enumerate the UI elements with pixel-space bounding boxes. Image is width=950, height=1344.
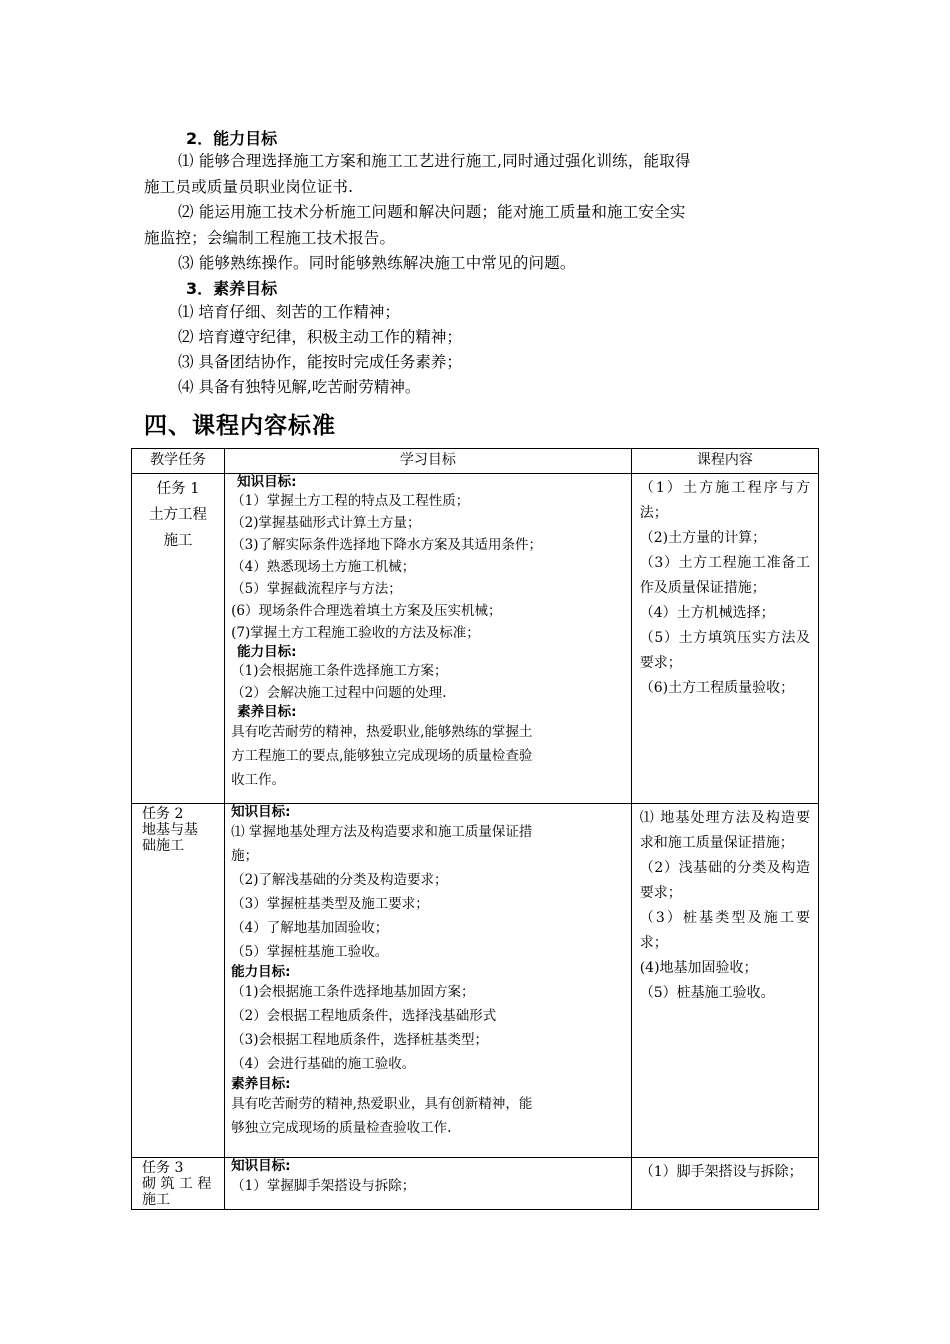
list-item: 够独立完成现场的质量检查验收工作.	[231, 1120, 452, 1136]
content-cell	[631, 804, 818, 1158]
list-item: （4）熟悉现场土方施工机械；	[231, 559, 416, 575]
quality-item-2: ⑵ 培育遵守纪律，积极主动工作的精神；	[178, 328, 462, 346]
list-item: （3)了解实际条件选择地下降水方案及其适用条件；	[231, 537, 542, 553]
ability-item-2-line-1: ⑵ 能运用施工技术分析施工问题和解决问题；能对施工质量和施工安全实	[178, 203, 686, 221]
task-number: 任务 1	[156, 481, 200, 497]
list-item: （3)会根据工程地质条件，选择桩基类型；	[231, 1032, 488, 1048]
content-cell	[631, 474, 818, 804]
ability-goals-heading: 能力目标:	[231, 964, 291, 980]
list-item: （4）了解地基加固验收；	[231, 920, 389, 936]
list-item: 具有吃苦耐劳的精神,热爱职业，具有创新精神，能	[231, 1096, 533, 1112]
list-item: （2）会解决施工过程中问题的处理.	[231, 685, 447, 701]
list-item: （3）桩基类型及施工要求；	[639, 910, 810, 951]
task-cell	[132, 804, 225, 1158]
course-content-table	[131, 448, 819, 1210]
content-cell	[631, 1158, 818, 1210]
list-item: （2)了解浅基础的分类及构造要求；	[231, 872, 448, 888]
list-item: （2)土方量的计算；	[639, 530, 767, 546]
task-name: 土方工程	[149, 507, 208, 523]
table-row	[132, 804, 819, 1158]
ability-goals-heading: 能力目标:	[237, 644, 297, 660]
list-item: ⑴ 掌握地基处理方法及构造要求和施工质量保证措	[231, 824, 533, 840]
list-item: 施；	[231, 848, 259, 864]
quality-item-4: ⑷ 具备有独特见解,吃苦耐劳精神。	[178, 378, 421, 396]
table-row	[132, 1158, 819, 1210]
list-item: （5）土方填筑压实方法及要求；	[639, 630, 810, 671]
list-item: (7)掌握土方工程施工验收的方法及标准；	[231, 625, 480, 641]
table-row	[132, 474, 819, 804]
quality-item-3: ⑶ 具备团结协作，能按时完成任务素养；	[178, 353, 462, 371]
ability-item-1	[144, 148, 812, 200]
list-item: （6)土方工程质量验收；	[639, 680, 795, 696]
list-item: 具有吃苦耐劳的精神，热爱职业,能够熟练的掌握土	[231, 724, 533, 740]
ability-item-1-line-2: 施工员或质量员职业岗位证书.	[144, 178, 354, 196]
ability-item-3-line-1: ⑶ 能够熟练操作。同时能够熟练解决施工中常见的问题。	[178, 254, 576, 272]
goals-cell	[225, 474, 632, 804]
goals-cell	[225, 804, 632, 1158]
ability-item-2	[144, 199, 812, 251]
list-item: （2）会根据工程地质条件，选择浅基础形式	[231, 1008, 497, 1024]
list-item: (6）现场条件合理选着填土方案及压实机械；	[231, 603, 502, 619]
list-item: （5）掌握截流程序与方法；	[231, 581, 402, 597]
list-item: 方工程施工的要点,能够独立完成现场的质量检查验	[231, 748, 533, 764]
ability-heading: 2．能力目标	[186, 129, 278, 148]
quality-item-1: ⑴ 培育仔细、刻苦的工作精神；	[178, 303, 400, 321]
table-header-row	[132, 449, 819, 474]
list-item: （4）土方机械选择；	[639, 605, 775, 621]
task-name: 施工	[163, 533, 193, 549]
list-item: （3）土方工程施工准备工作及质量保证措施；	[639, 555, 810, 596]
list-item: 收工作。	[231, 772, 286, 788]
list-item: ⑴ 地基处理方法及构造要求和施工质量保证措施；	[639, 810, 810, 851]
task-name: 地基与基	[142, 822, 198, 838]
quality-goals-heading: 素养目标:	[237, 704, 297, 720]
header-content: 课程内容	[631, 449, 818, 474]
task-name: 础施工	[142, 838, 184, 854]
chapter-title: 四、课程内容标准	[144, 413, 336, 439]
list-item: （1）掌握脚手架搭设与拆除；	[231, 1178, 416, 1194]
task-cell	[132, 1158, 225, 1210]
task-name: 施工	[142, 1192, 170, 1208]
list-item: （1）掌握土方工程的特点及工程性质；	[231, 493, 470, 509]
ability-item-3	[144, 250, 812, 276]
ability-item-1-line-1: ⑴ 能够合理选择施工方案和施工工艺进行施工,同时通过强化训练，能取得	[178, 152, 691, 170]
goals-cell	[225, 1158, 632, 1210]
knowledge-goals-heading: 知识目标:	[231, 1158, 291, 1174]
list-item: （4）会进行基础的施工验收。	[231, 1056, 416, 1072]
header-goals: 学习目标	[225, 449, 632, 474]
list-item: （1)会根据施工条件选择地基加固方案；	[231, 984, 475, 1000]
knowledge-goals-heading: 知识目标:	[237, 474, 297, 490]
header-task: 教学任务	[132, 449, 225, 474]
task-number: 任务 2	[142, 806, 184, 822]
list-item: （1）脚手架搭设与拆除；	[639, 1164, 803, 1180]
knowledge-goals-heading: 知识目标:	[231, 804, 291, 820]
list-item: （2)掌握基础形式计算土方量；	[231, 515, 421, 531]
list-item: （5）掌握桩基施工验收。	[231, 944, 389, 960]
task-name: 砌 筑 工 程	[142, 1176, 212, 1192]
quality-heading: 3．素养目标	[186, 279, 278, 298]
list-item: （2）浅基础的分类及构造要求；	[639, 860, 810, 901]
task-cell	[132, 474, 225, 804]
quality-goals-heading: 素养目标:	[231, 1076, 291, 1092]
list-item: （1）土方施工程序与方法；	[639, 480, 810, 521]
task-number: 任务 3	[142, 1160, 184, 1176]
list-item: （3）掌握桩基类型及施工要求；	[231, 896, 429, 912]
ability-item-2-line-2: 施监控；会编制工程施工技术报告。	[144, 229, 396, 247]
list-item: （1)会根据施工条件选择施工方案；	[231, 663, 448, 679]
list-item: （5）桩基施工验收。	[639, 985, 775, 1001]
list-item: (4)地基加固验收；	[639, 960, 758, 976]
